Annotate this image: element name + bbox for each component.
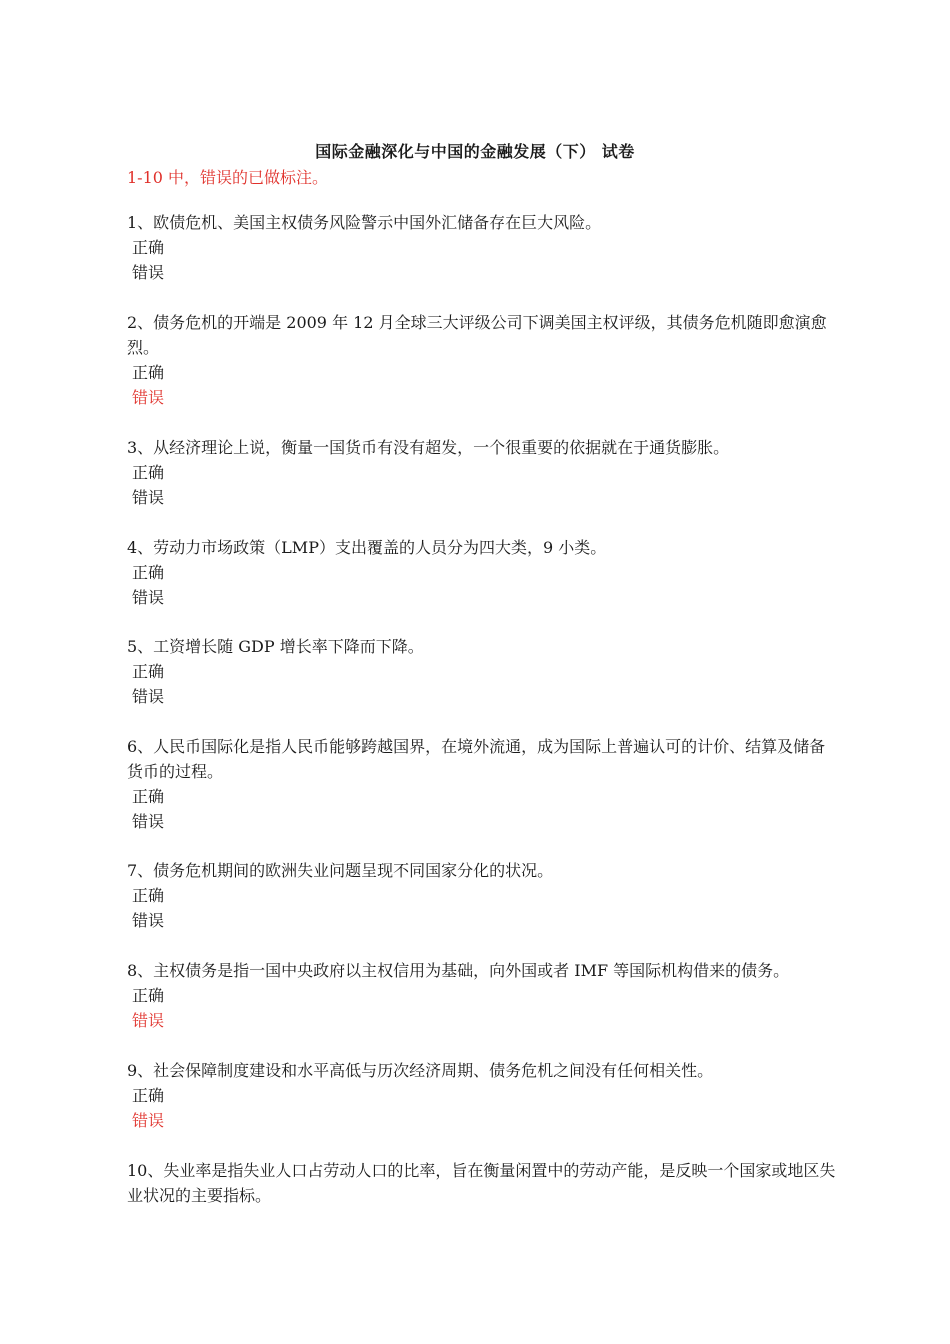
question-text: 6、人民币国际化是指人民币能够跨越国界，在境外流通，成为国际上普遍认可的计价、结算及储备货币的过程。 (127, 737, 826, 781)
option-false[interactable]: 错误 (132, 588, 165, 607)
option-true[interactable]: 正确 (132, 662, 165, 681)
question-text: 7、债务危机期间的欧洲失业问题呈现不同国家分化的状况。 (127, 861, 554, 880)
option-false[interactable]: 错误 (132, 687, 165, 706)
option-false-marked[interactable]: 错误 (132, 1111, 165, 1130)
question-1 (127, 210, 837, 285)
question-9 (127, 1058, 837, 1133)
question-text: 10、失业率是指失业人口占劳动人口的比率，旨在衡量闲置中的劳动产能，是反映一个国家或地区失业状况的主要指标。 (127, 1161, 836, 1205)
option-false-marked[interactable]: 错误 (132, 1011, 165, 1030)
question-8 (127, 958, 837, 1033)
option-true[interactable]: 正确 (132, 238, 165, 257)
question-text: 3、从经济理论上说，衡量一国货币有没有超发，一个很重要的依据就在于通货膨胀。 (127, 438, 730, 457)
question-4 (127, 535, 837, 610)
question-text: 8、主权债务是指一国中央政府以主权信用为基础，向外国或者 IMF 等国际机构借来的债务。 (127, 961, 790, 980)
question-6 (127, 734, 837, 834)
option-true[interactable]: 正确 (132, 787, 165, 806)
option-false[interactable]: 错误 (132, 911, 165, 930)
marking-note: 1-10 中，错误的已做标注。 (127, 168, 329, 187)
question-text: 9、社会保障制度建设和水平高低与历次经济周期、债务危机之间没有任何相关性。 (127, 1061, 714, 1080)
option-true[interactable]: 正确 (132, 886, 165, 905)
question-5 (127, 634, 837, 709)
option-true[interactable]: 正确 (132, 563, 165, 582)
question-text: 4、劳动力市场政策（LMP）支出覆盖的人员分为四大类，9 小类。 (127, 538, 607, 557)
option-false[interactable]: 错误 (132, 263, 165, 282)
question-text: 1、欧债危机、美国主权债务风险警示中国外汇储备存在巨大风险。 (127, 213, 602, 232)
option-false[interactable]: 错误 (132, 812, 165, 831)
option-true[interactable]: 正确 (132, 1086, 165, 1105)
option-true[interactable]: 正确 (132, 363, 165, 382)
question-10 (127, 1158, 837, 1208)
option-false-marked[interactable]: 错误 (132, 388, 165, 407)
question-7 (127, 858, 837, 933)
page-title: 国际金融深化与中国的金融发展（下） 试卷 (315, 142, 635, 161)
option-true[interactable]: 正确 (132, 986, 165, 1005)
question-text: 5、工资增长随 GDP 增长率下降而下降。 (127, 637, 424, 656)
question-3 (127, 435, 837, 510)
question-2 (127, 310, 837, 410)
question-text: 2、债务危机的开端是 2009 年 12 月全球三大评级公司下调美国主权评级，其债务危机随即愈演愈烈。 (127, 313, 827, 357)
option-true[interactable]: 正确 (132, 463, 165, 482)
option-false[interactable]: 错误 (132, 488, 165, 507)
